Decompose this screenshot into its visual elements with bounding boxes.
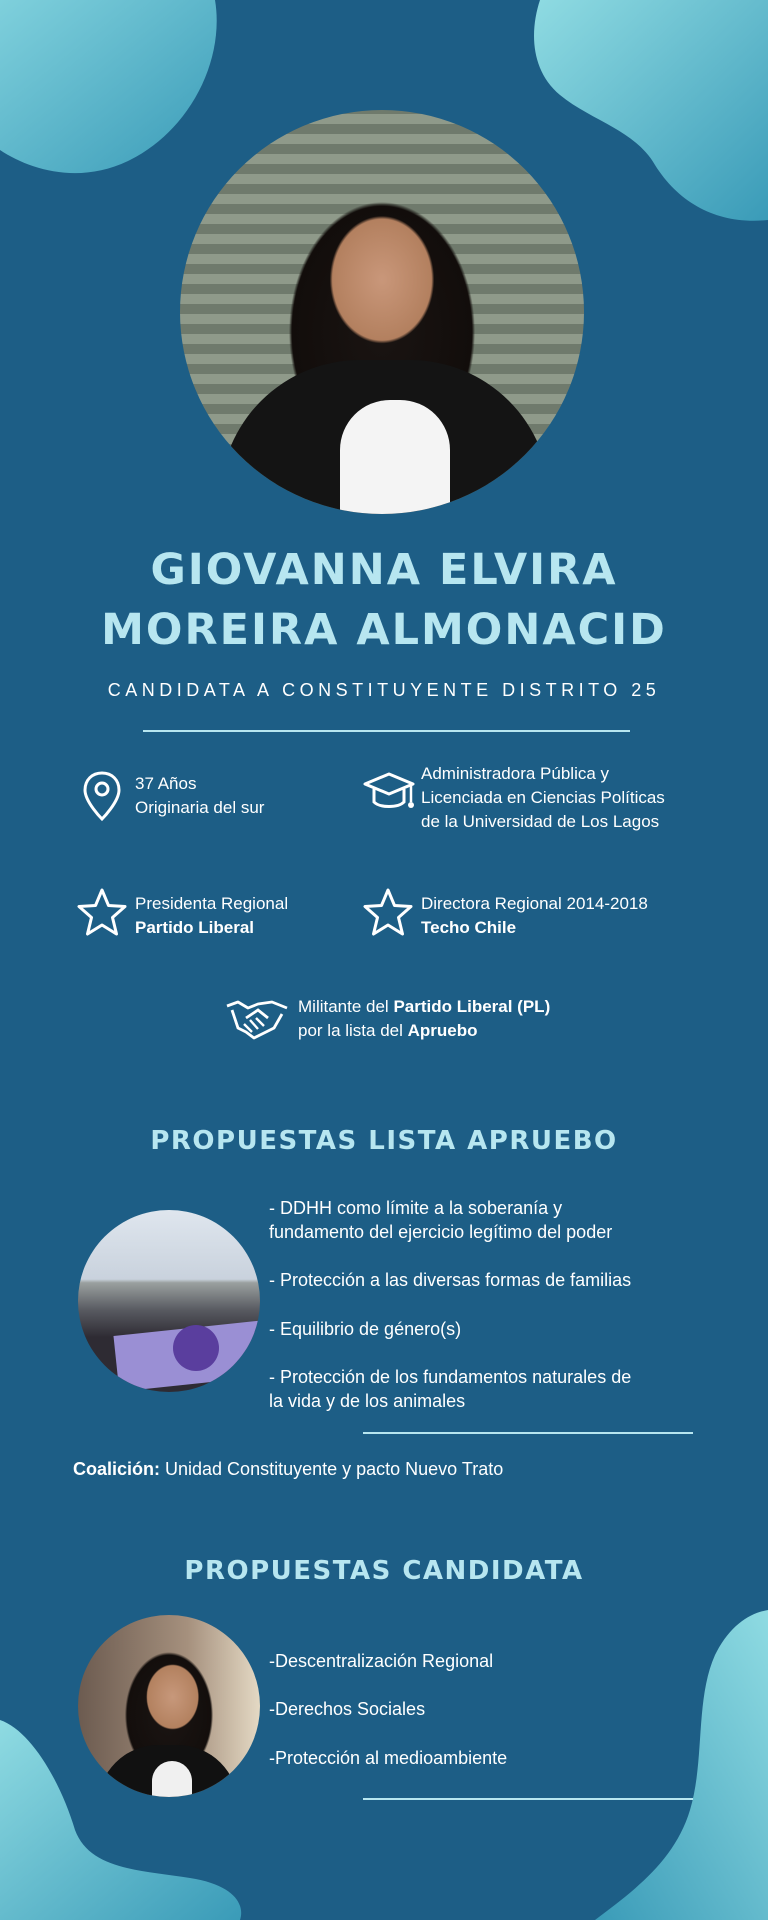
- candidate-subtitle: CANDIDATA A CONSTITUYENTE DISTRITO 25: [107, 680, 661, 700]
- education-line2: Licenciada en Ciencias Políticas: [421, 788, 665, 807]
- divider-apruebo: [363, 1432, 693, 1434]
- militant-list: Apruebo: [407, 1021, 478, 1040]
- role2-title: Directora Regional 2014-2018: [421, 894, 648, 913]
- candidata-proposal-1: -Descentralización Regional: [269, 1651, 494, 1671]
- star-icon-2: [362, 887, 414, 937]
- apruebo-proposal-4: [269, 1365, 631, 1413]
- portrait-small-shirt: [152, 1761, 192, 1797]
- candidata-proposal-3: -Protección al medioambiente: [269, 1748, 508, 1768]
- candidate-portrait-small: [78, 1615, 260, 1797]
- candidate-portrait: [180, 110, 584, 514]
- coalition-label: Coalición:: [73, 1459, 161, 1479]
- divider-top: [143, 730, 630, 732]
- apruebo-proposal-1-line2: fundamento del ejercicio legítimo del poder: [269, 1222, 613, 1242]
- apruebo-proposal-2-line1: - Protección a las diversas formas de familias: [269, 1270, 632, 1290]
- coalition-value: Unidad Constituyente y pacto Nuevo Trato: [160, 1459, 504, 1479]
- apruebo-proposal-4-line1: - Protección de los fundamentos naturales de: [269, 1367, 632, 1387]
- age-text: 37 Años: [135, 774, 197, 793]
- info-age-origin: [135, 772, 264, 820]
- star-icon: [76, 887, 128, 937]
- candidata-proposal-2: -Derechos Sociales: [269, 1699, 426, 1719]
- education-line1: Administradora Pública y: [421, 764, 610, 783]
- apruebo-proposal-3: [269, 1317, 461, 1341]
- crowd-photo: [78, 1210, 260, 1392]
- apruebo-logo: [173, 1325, 219, 1371]
- militant-list-prefix: por la lista del: [298, 1021, 408, 1040]
- militant-party: Partido Liberal (PL): [393, 997, 551, 1016]
- info-militant: [298, 995, 550, 1043]
- location-pin-icon: [82, 770, 122, 822]
- role1-org: Partido Liberal: [135, 918, 255, 937]
- info-role-techo: [421, 892, 648, 940]
- apruebo-proposal-1-line1: - DDHH como límite a la soberanía y: [269, 1198, 563, 1218]
- divider-candidata: [363, 1798, 693, 1800]
- education-line3: de la Universidad de Los Lagos: [421, 812, 660, 831]
- section-title-candidata: PROPUESTAS CANDIDATA: [184, 1556, 584, 1586]
- candidate-name-line2: MOREIRA ALMONACID: [101, 605, 667, 655]
- section-title-lista-apruebo: PROPUESTAS LISTA APRUEBO: [150, 1126, 618, 1156]
- handshake-icon: [224, 994, 290, 1042]
- graduation-cap-icon: [362, 770, 416, 816]
- candidate-name: [0, 540, 768, 660]
- candidate-name-line1: GIOVANNA ELVIRA: [150, 545, 618, 595]
- decorative-blob-top-left: [0, 0, 220, 180]
- origin-text: Originaria del sur: [135, 798, 265, 817]
- info-role-partido: [135, 892, 288, 940]
- apruebo-proposal-4-line2: la vida y de los animales: [269, 1391, 466, 1411]
- apruebo-proposal-2: [269, 1268, 631, 1292]
- decorative-blob-top-right: [530, 0, 768, 225]
- coalition-text: [73, 1459, 503, 1480]
- apruebo-proposal-3-line1: - Equilibrio de género(s): [269, 1319, 462, 1339]
- info-education: [421, 762, 665, 834]
- role1-title: Presidenta Regional: [135, 894, 289, 913]
- portrait-shirt: [340, 400, 450, 514]
- role2-org: Techo Chile: [421, 918, 517, 937]
- apruebo-proposal-1: [269, 1196, 612, 1244]
- decorative-blob-bottom-right: [575, 1610, 768, 1920]
- militant-prefix: Militante del: [298, 997, 394, 1016]
